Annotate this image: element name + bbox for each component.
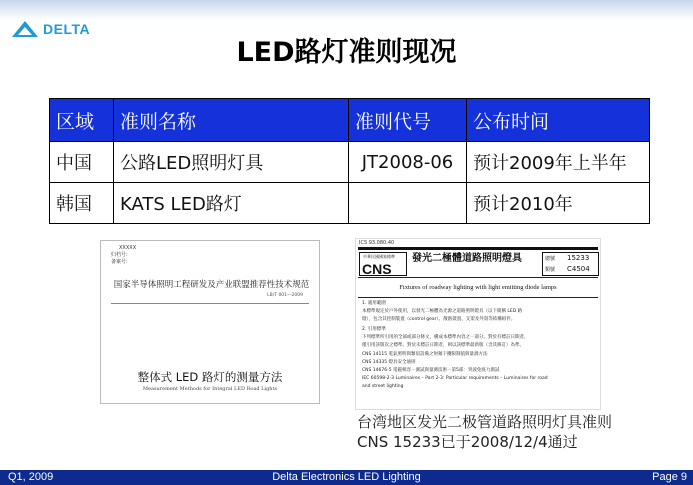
- taiwan-cns-document-image: [355, 238, 601, 410]
- category-label: 類號: [545, 267, 556, 273]
- doc-divider-top: [358, 277, 598, 278]
- top-banner: [0, 0, 693, 20]
- doc-number-box: [542, 252, 599, 276]
- table-row: [50, 142, 650, 183]
- doc-line: CNS 14335 燈具安全通則: [362, 360, 416, 365]
- cns-caption: 台湾地区发光二极管道路照明灯具准则CNS 15233已于2008/12/4通过: [357, 413, 613, 451]
- doc-title: 整体式 LED 路灯的测量方法: [137, 370, 283, 384]
- doc-line: and street lighting: [362, 384, 404, 389]
- doc-line: 1. 適用範圍: [362, 301, 386, 306]
- cns-mark: CNS: [362, 261, 392, 277]
- cell-standard-name: KATS LED路灯: [114, 183, 349, 224]
- doc-ics: ICS 93.080.40: [359, 240, 395, 246]
- doc-chinese-title: 發光二極體道路照明燈具: [412, 253, 522, 264]
- doc-field-record: 备案号:: [111, 259, 128, 265]
- footer-company: Delta Electronics LED Lighting: [272, 471, 421, 483]
- logo-text: DELTA: [43, 21, 91, 37]
- page-title: LED路灯准则现况: [236, 37, 457, 68]
- doc-english-title: Fixtures of roadway lighting with light emitting diode lamps: [399, 284, 557, 291]
- doc-subtitle: Measurement Methods for Integral LED Road Lights: [142, 386, 278, 392]
- doc-code: LB/T 001—2009: [267, 293, 303, 298]
- table-header-row: [50, 99, 650, 142]
- cell-region: 韩国: [50, 183, 114, 224]
- standards-table: [49, 98, 650, 224]
- doc-serial: XXXXX: [119, 245, 137, 251]
- footer-page-number: Page 9: [652, 471, 687, 483]
- cns-box: [359, 252, 407, 276]
- cell-publish-time: 预计2009年上半年: [467, 142, 650, 183]
- doc-field-archive: 归档号:: [111, 252, 128, 258]
- cns-label: 中華民國國家標準: [363, 254, 395, 259]
- doc-line: CNS 14115 電氣照明與類似設備之射頻干擾限制值與量測方法: [362, 352, 488, 357]
- category-value: C4504: [567, 265, 590, 273]
- cell-standard-code: [349, 183, 467, 224]
- china-standard-document-image: [100, 240, 320, 404]
- footer-bar: [0, 470, 693, 485]
- doc-divider: [111, 303, 309, 304]
- doc-divider-bottom: [358, 297, 598, 298]
- doc-line: 下列標準所引用的全部或部分條文，構成本標準內容之一部分。對於有標註日期者，: [362, 335, 529, 340]
- doc-heading: 国家半导体照明工程研发及产业联盟推荐性技术规范: [113, 280, 310, 290]
- header-publish-time: 公布时间: [467, 99, 650, 142]
- doc-line: CNS 14676-5 電磁相容－測試與量測技術－第5部：突波免疫力測試: [362, 368, 500, 373]
- cell-standard-name: 公路LED照明灯具: [114, 142, 349, 183]
- doc-line: 僅引用該版次之標準。對於未標註日期者，則以該標準最新版（含其修訂）為準。: [362, 343, 524, 348]
- table-row: [50, 183, 650, 224]
- header-standard-name: 准则名称: [114, 99, 349, 142]
- header-region: 区域: [50, 99, 114, 142]
- number-label: 總號: [545, 256, 556, 262]
- doc-line: 本標準規定於戶外使用，以發光二極體為光源之道路照明燈具（以下簡稱 LED 路: [362, 309, 523, 314]
- number-value: 15233: [567, 254, 590, 262]
- doc-line: 燈），包含其控制裝置（control gear）、散熱裝置、支架及外殼等結構組件。: [362, 317, 516, 322]
- doc-line: 2. 引用標準: [362, 327, 386, 332]
- cell-publish-time: 预计2010年: [467, 183, 650, 224]
- cell-standard-code: JT2008-06: [349, 142, 467, 183]
- cell-region: 中国: [50, 142, 114, 183]
- footer-date: Q1, 2009: [8, 471, 54, 483]
- doc-line: IEC 60598-2-3 Luminaires – Part 2-3: Particular requirements – Luminaires for road: [362, 376, 548, 381]
- header-standard-code: 准则代号: [349, 99, 467, 142]
